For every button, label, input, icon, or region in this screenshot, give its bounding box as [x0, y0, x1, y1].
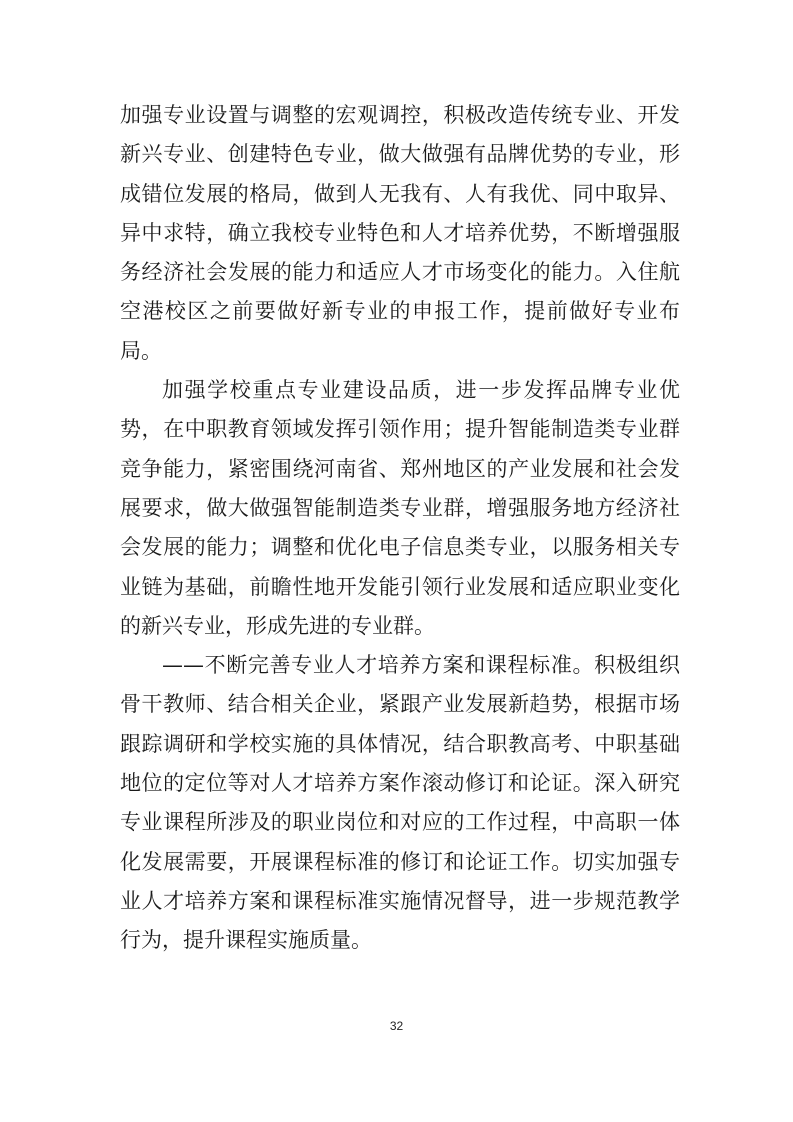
body-text [120, 96, 680, 961]
text-line: ——不断完善专业人才培养方案和课程标准。积极组织 [162, 653, 680, 678]
text-line: 成错位发展的格局，做到人无我有、人有我优、同中取异、 [120, 181, 680, 206]
text-line: 势，在中职教育领域发挥引领作用；提升智能制造类专业群 [120, 417, 680, 442]
text-line: 空港校区之前要做好新专业的申报工作，提前做好专业布 [120, 299, 680, 324]
text-line: 业人才培养方案和课程标准实施情况督导，进一步规范教学 [120, 888, 680, 913]
text-line: 新兴专业、创建特色专业，做大做强有品牌优势的专业，形 [120, 142, 680, 167]
text-line: 骨干教师、结合相关企业，紧跟产业发展新趋势，根据市场 [120, 692, 680, 717]
text-line: 业链为基础，前瞻性地开发能引领行业发展和适应职业变化 [120, 574, 680, 599]
text-line: 地位的定位等对人才培养方案作滚动修订和论证。深入研究 [120, 771, 680, 796]
text-line: 专业课程所涉及的职业岗位和对应的工作过程，中高职一体 [120, 810, 680, 835]
text-line: 跟踪调研和学校实施的具体情况，结合职教高考、中职基础 [120, 731, 680, 756]
text-line: 会发展的能力；调整和优化电子信息类专业，以服务相关专 [120, 535, 680, 560]
paragraph-2 [120, 371, 680, 646]
text-line: 加强专业设置与调整的宏观调控，积极改造传统专业、开发 [120, 103, 680, 127]
text-line: 行为，提升课程实施质量。 [120, 928, 372, 953]
text-line: 竞争能力，紧密围绕河南省、郑州地区的产业发展和社会发 [120, 456, 680, 481]
text-line: 化发展需要，开展课程标准的修订和论证工作。切实加强专 [120, 849, 680, 874]
text-line: 的新兴专业，形成先进的专业群。 [120, 613, 435, 638]
text-line: 加强学校重点专业建设品质，进一步发挥品牌专业优 [162, 378, 680, 403]
text-line: 异中求特，确立我校专业特色和人才培养优势，不断增强服 [120, 220, 680, 245]
page-number: 32 [389, 1019, 404, 1033]
text-line: 展要求，做大做强智能制造类专业群，增强服务地方经济社 [120, 495, 680, 520]
text-line: 局。 [120, 338, 162, 363]
text-line: 务经济社会发展的能力和适应人才市场变化的能力。入住航 [120, 260, 680, 285]
paragraph-3 [120, 646, 680, 960]
paragraph-1 [120, 96, 680, 371]
